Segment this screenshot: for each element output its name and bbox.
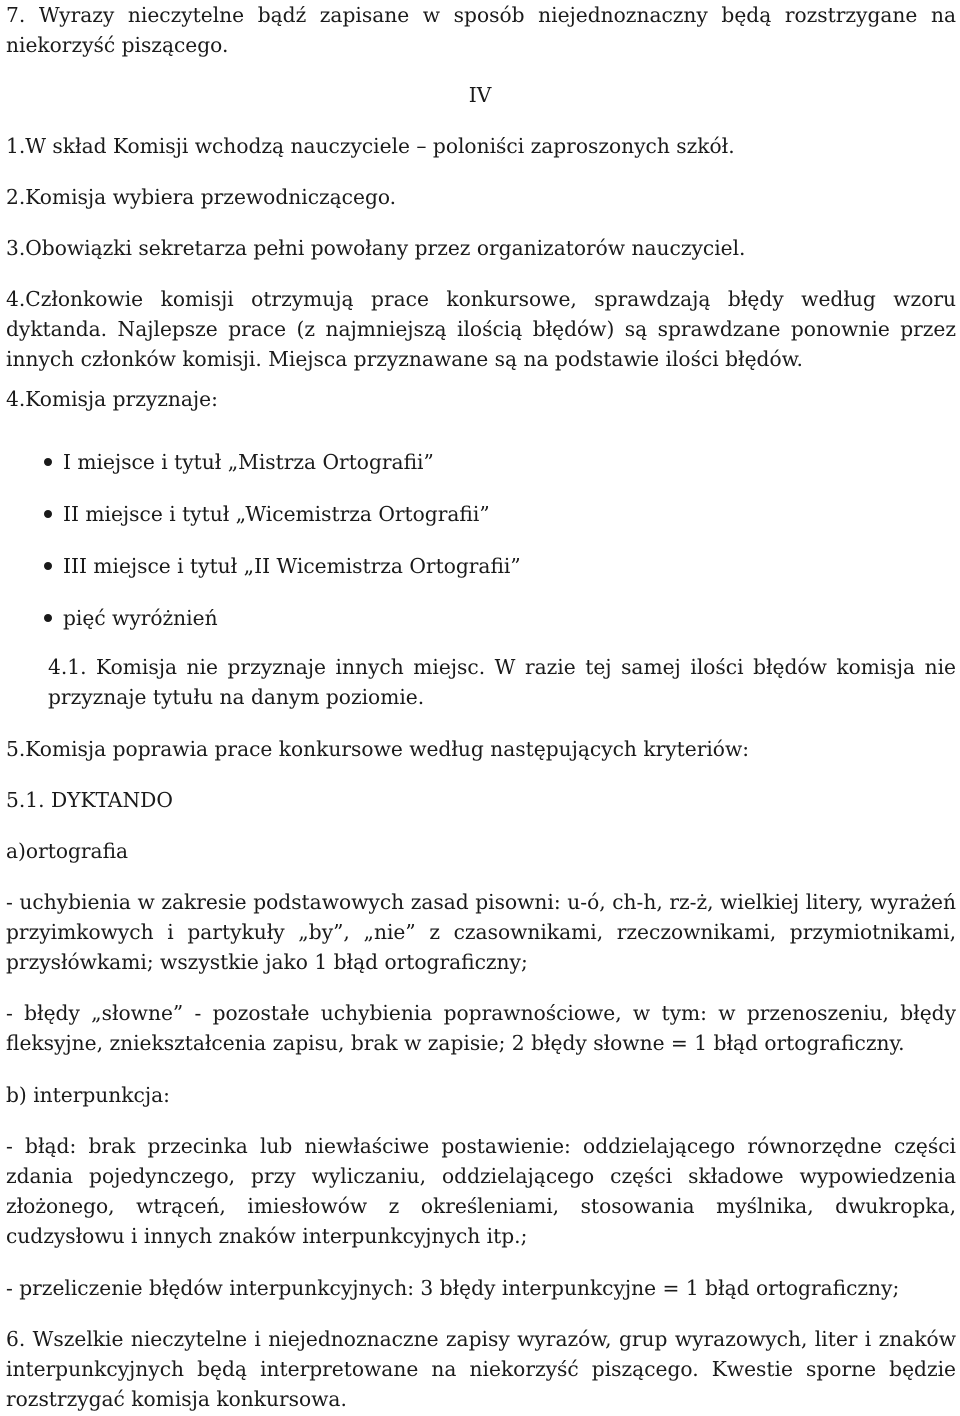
paragraph-a-2: - błędy „słowne” - pozostałe uchybienia poprawnościowe, w tym: w przenoszeniu, błędy fleksyjne, zniekształcenia zapisu, brak w zapisie; 2 błędy słowne = 1 błąd ortograficzny.	[6, 1001, 956, 1055]
section-heading-iv: IV	[468, 83, 492, 107]
paragraph-a-1: - uchybienia w zakresie podstawowych zasad pisowni: u-ó, ch-h, rz-ż, wielkiej litery, wyrażeń przyimkowych i partykuły „by”, „nie” z czasownikami, rzeczownikami, przymiotnikami, przysłówkami; wszystkie jako 1 błąd ortograficzny;	[6, 890, 956, 974]
bullet-icon	[44, 510, 52, 518]
award-item: II miejsce i tytuł „Wicemistrza Ortografii”	[63, 502, 490, 526]
paragraph-4-1: 4.1. Komisja nie przyznaje innych miejsc. W razie tej samej ilości błędów komisja nie przyznaje tytułu na danym poziomie.	[48, 655, 956, 709]
paragraph-4-awards-intro: 4.Komisja przyznaje:	[6, 387, 218, 411]
bullet-icon	[44, 562, 52, 570]
bullet-icon	[44, 458, 52, 466]
paragraph-item-7: 7. Wyrazy nieczytelne bądź zapisane w sposób niejednoznaczny będą rozstrzygane na niekorzyść piszącego.	[6, 3, 956, 57]
paragraph-b-1: - błąd: brak przecinka lub niewłaściwe postawienie: oddzielającego równorzędne części zdania pojedynczego, przy wyliczaniu, oddzielającego części składowe wypowiedzenia złożonego, wtrąceń, imiesłowów z określeniami, stosowania myślnika, dwukropka, cudzysłowu i innych znaków interpunkcyjnych itp.;	[6, 1134, 956, 1248]
paragraph-5: 5.Komisja poprawia prace konkursowe według następujących kryteriów:	[6, 737, 750, 761]
paragraph-5-1: 5.1. DYKTANDO	[6, 788, 173, 812]
paragraph-1: 1.W skład Komisji wchodzą nauczyciele – poloniści zaproszonych szkół.	[6, 134, 735, 158]
paragraph-4: 4.Członkowie komisji otrzymują prace konkursowe, sprawdzają błędy według wzoru dyktanda. Najlepsze prace (z najmniejszą ilością błędów) są sprawdzane ponownie przez innych członków komisji. Miejsca przyznawane są na podstawie ilości błędów.	[6, 287, 956, 371]
paragraph-a: a)ortografia	[6, 839, 129, 863]
award-item: III miejsce i tytuł „II Wicemistrza Ortografii”	[63, 554, 521, 578]
bullet-icon	[44, 614, 52, 622]
paragraph-b: b) interpunkcja:	[6, 1083, 170, 1107]
paragraph-3: 3.Obowiązki sekretarza pełni powołany przez organizatorów nauczyciel.	[6, 236, 746, 260]
paragraph-2: 2.Komisja wybiera przewodniczącego.	[6, 185, 397, 209]
paragraph-6: 6. Wszelkie nieczytelne i niejednoznaczne zapisy wyrazów, grup wyrazowych, liter i znaków interpunkcyjnych będą interpretowane na niekorzyść piszącego. Kwestie sporne będzie rozstrzygać komisja konkursowa.	[6, 1327, 956, 1411]
award-item: I miejsce i tytuł „Mistrza Ortografii”	[63, 450, 434, 474]
award-item: pięć wyróżnień	[63, 606, 218, 630]
paragraph-b-2: - przeliczenie błędów interpunkcyjnych: 3 błędy interpunkcyjne = 1 błąd ortograficzny;	[6, 1276, 900, 1300]
